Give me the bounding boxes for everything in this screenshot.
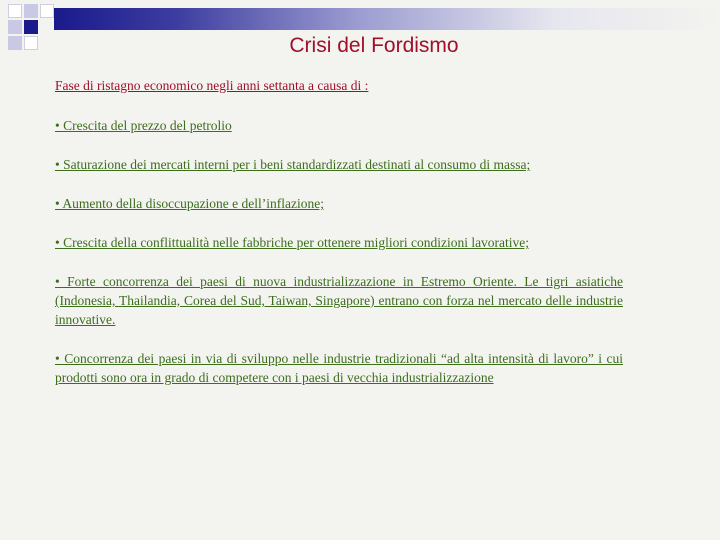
corner-square — [24, 4, 38, 18]
bullet-item: • Forte concorrenza dei paesi di nuova industrializzazione in Estremo Oriente. Le tigri asiatiche (Indonesia, Thailandia, Corea del Sud, Taiwan, Singapore) entrano con forza nel mercato delle industrie innovative. — [55, 274, 623, 327]
corner-square — [8, 20, 22, 34]
bullet-item: • Saturazione dei mercati interni per i beni standardizzati destinati al consumo di massa; — [55, 157, 531, 172]
slide-content — [55, 78, 623, 407]
bullet-item: • Crescita del prezzo del petrolio — [55, 118, 232, 133]
corner-square — [40, 4, 54, 18]
slide-heading: Fase di ristagno economico negli anni settanta a causa di : — [55, 78, 369, 93]
bullet-item: • Aumento della disoccupazione e dell’inflazione; — [55, 196, 325, 211]
bullet-item: • Concorrenza dei paesi in via di sviluppo nelle industrie tradizionali “ad alta intensità di lavoro” i cui prodotti sono ora in grado di competere con i paesi di vecchia industrializzazione — [55, 351, 623, 385]
slide-title: Crisi del Fordismo — [289, 34, 459, 57]
corner-square — [8, 4, 22, 18]
title-band — [54, 8, 720, 30]
bullet-item: • Crescita della conflittualità nelle fabbriche per ottenere migliori condizioni lavorative; — [55, 235, 530, 250]
corner-square — [24, 20, 38, 34]
